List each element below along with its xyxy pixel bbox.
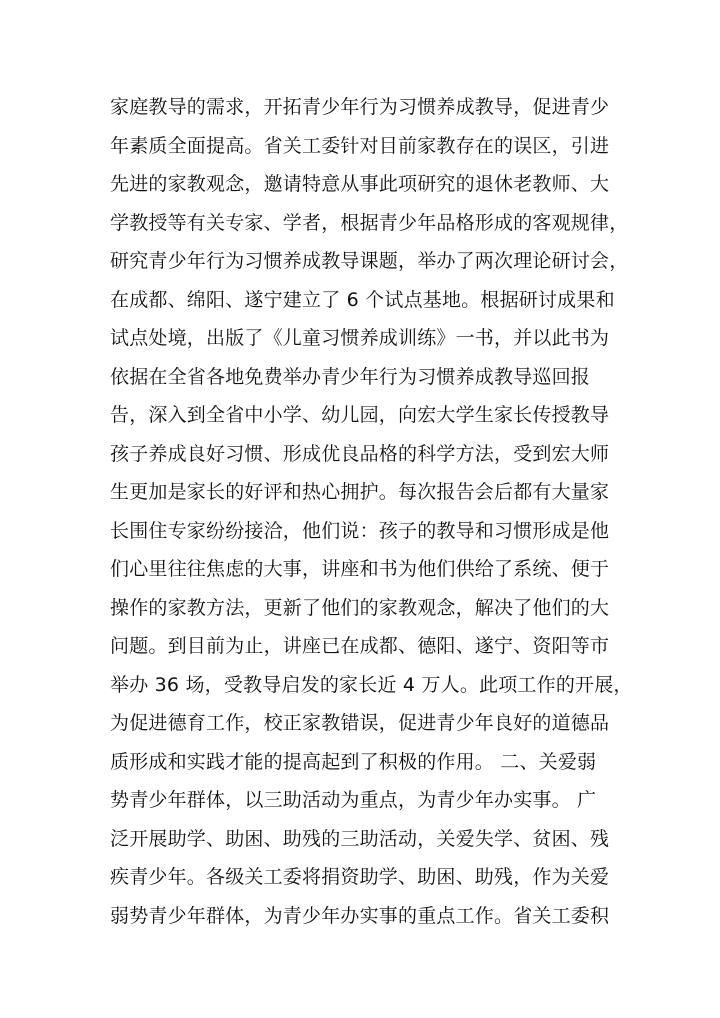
text-line-10: 孩子养成良好习惯、形成优良品格的科学方法，受到宏大师: [110, 442, 610, 465]
text-line-1: 家庭教导的需求，开拓青少年行为习惯养成教导，促进青少: [110, 96, 610, 118]
text-line-21: 疾青少年。各级关工委将捐资助学、助困、助残，作为关爱: [110, 866, 610, 888]
text-line-13: 们心里往往焦虑的大事，讲座和书为他们供给了系统、便于: [110, 558, 610, 580]
text-line-7: 试点处境，出版了《儿童习惯养成训练》一书，并以此书为: [110, 327, 610, 349]
text-line-9: 告，深入到全省中小学、幼儿园，向宏大学生家长传授教导: [110, 404, 610, 426]
text-line-12: 长围住专家纷纷接洽，他们说：孩子的教导和习惯形成是他: [110, 519, 610, 542]
body-text: [110, 88, 633, 935]
text-line-15: 问题。到目前为止，讲座已在成都、德阳、遂宁、资阳等市: [110, 635, 610, 657]
text-line-2: 年素质全面提高。省关工委针对目前家教存在的误区，引进: [110, 134, 610, 157]
text-line-8: 依据在全省各地免费举办青少年行为习惯养成教导巡回报: [110, 365, 591, 388]
text-line-17: 为促进德育工作，校正家教错误，促进青少年良好的道德品: [110, 712, 610, 734]
text-line-3: 先进的家教观念，邀请特意从事此项研究的退休老教师、大: [110, 173, 610, 195]
text-line-22: 弱势青少年群体，为青少年办实事的重点工作。省关工委积: [110, 904, 610, 927]
text-line-14: 操作的家教方法，更新了他们的家教观念，解决了他们的大: [110, 596, 610, 619]
text-line-6: 在成都、绵阳、遂宁建立了 6 个试点基地。根据研讨成果和: [110, 288, 615, 311]
text-line-11: 生更加是家长的好评和热心拥护。每次报告会后都有大量家: [110, 481, 610, 503]
text-line-4: 学教授等有关专家、学者，根据青少年品格形成的客观规律，: [110, 211, 629, 234]
text-line-18: 质形成和实践才能的提高起到了积极的作用。 二、关爱弱: [110, 750, 597, 773]
text-line-5: 研究青少年行为习惯养成教导课题，举办了两次理论研讨会，: [110, 250, 629, 272]
text-line-16: 举办 36 场，受教导启发的家长近 4 万人。此项工作的开展，: [110, 673, 633, 696]
text-line-19: 势青少年群体，以三助活动为重点，为青少年办实事。 广: [110, 789, 597, 811]
text-line-20: 泛开展助学、助困、助残的三助活动，关爱失学、贫困、残: [110, 827, 610, 850]
